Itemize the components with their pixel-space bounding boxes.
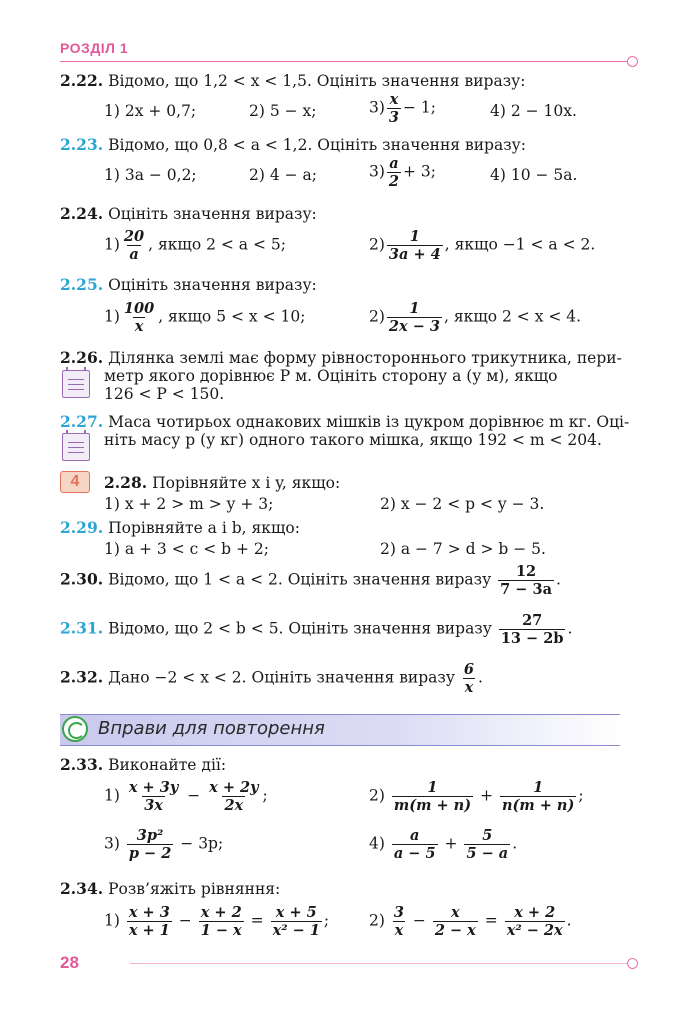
p224-option-2: 2) $\frac{1}{3a + 4}$ , якщо −1 < a < 2. (369, 228, 596, 263)
p223-option-3: 3) $\frac{a}{2}$ + 3; (369, 155, 437, 190)
p233-expr-1: 1) $\frac{x + 3y}{3x}$ − $\frac{x + 2y}{2x}$ ; (104, 779, 268, 814)
problem-2-32: 2.32. Дано −2 < x < 2. Оцініть значення виразу $\frac{6}{x}$ . (60, 661, 483, 696)
page-number: 28 (60, 953, 79, 972)
header-rule (60, 61, 628, 62)
problem-text: Оцініть значення виразу: (108, 276, 317, 294)
problem-text: Відомо, що 0,8 < a < 1,2. Оцініть значення виразу: (108, 136, 526, 154)
p226-line-2: метр якого дорівнює P м. Оцініть сторону a (у м), якщо (104, 367, 558, 385)
p223-option-2: 2) 4 − a; (249, 166, 318, 184)
problem-2-25: 2.25. Оцініть значення виразу: (60, 275, 317, 294)
problem-2-33: 2.33. Виконайте дії: (60, 755, 227, 774)
problem-2-34: 2.34. Розв’яжіть рівняння: (60, 879, 281, 898)
p222-option-4: 4) 2 − 10x. (490, 102, 577, 120)
problem-text: Оцініть значення виразу: (108, 205, 317, 223)
p225-option-1: 1) $\frac{100}{x}$ , якщо 5 < x < 10; (104, 300, 306, 335)
p228-option-2: 2) x − 2 < p < y − 3. (380, 495, 545, 513)
p222-option-3: 3) $\frac{x}{3}$ − 1; (369, 91, 437, 126)
problem-2-31: 2.31. Відомо, що 2 < b < 5. Оцініть значення виразу $\frac{27}{13 - 2b}$ . (60, 612, 573, 647)
problem-2-24: 2.24. Оцініть значення виразу: (60, 204, 317, 223)
footer-rule (130, 963, 628, 964)
p233-expr-2: 2) $\frac{1}{m(m + n)}$ + $\frac{1}{n(m + n)}$ ; (369, 779, 584, 814)
p233-expr-3: 3) $\frac{\text{3p²}}{p - 2}$ − 3p; (104, 827, 224, 862)
problem-2-28: 2.28. Порівняйте x і y, якщо: (104, 473, 341, 492)
problem-2-26: 2.26. Ділянка землі має форму рівностороннього трикутника, пери- (60, 348, 622, 367)
p223-option-1: 1) 3a − 0,2; (104, 166, 197, 184)
notebook-icon (62, 433, 90, 461)
p223-option-4: 4) 10 − 5a. (490, 166, 578, 184)
p229-option-2: 2) a − 7 > d > b − 5. (380, 540, 546, 558)
review-section-title: Вправи для повторення (98, 718, 325, 739)
p227-line-2: ніть масу p (у кг) одного такого мішка, якщо 192 < m < 204. (104, 431, 602, 449)
problem-2-23: 2.23. Відомо, що 0,8 < a < 1,2. Оцініть значення виразу: (60, 135, 526, 154)
p224-option-1: 1) $\frac{20}{a}$ , якщо 2 < a < 5; (104, 228, 286, 263)
p225-option-2: 2) $\frac{1}{2x - 3}$ , якщо 2 < x < 4. (369, 300, 582, 335)
p233-expr-4: 4) $\frac{a}{a - 5}$ + $\frac{5}{5 - a}$ . (369, 827, 518, 862)
notebook-icon (62, 370, 90, 398)
p234-equation-2: 2) $\frac{3}{x}$ − $\frac{x}{2 - x}$ = $\frac{x + 2}{\text{x² − 2x}}$ . (369, 904, 572, 939)
problem-2-22: 2.22. Відомо, що 1,2 < x < 1,5. Оцініть значення виразу: (60, 71, 526, 90)
p229-option-1: 1) a + 3 < c < b + 2; (104, 540, 269, 558)
p222-option-2: 2) 5 − x; (249, 102, 317, 120)
problem-2-30: 2.30. Відомо, що 1 < a < 2. Оцініть значення виразу $\frac{12}{7 - 3a}$ . (60, 563, 561, 598)
header-ring-icon (627, 56, 638, 67)
p234-equation-1: 1) $\frac{x + 3}{x + 1}$ − $\frac{x + 2}{1 - x}$ = $\frac{x + 5}{\text{x² − 1}}$ ; (104, 904, 330, 939)
problem-2-29: 2.29. Порівняйте a і b, якщо: (60, 518, 300, 537)
p228-option-1: 1) x + 2 > m > y + 3; (104, 495, 274, 513)
footer-ring-icon (627, 958, 638, 969)
problem-text: Відомо, що 1,2 < x < 1,5. Оцініть значення виразу: (108, 72, 526, 90)
problem-2-27: 2.27. Маса чотирьох однакових мішків із цукром дорівнює m кг. Оці- (60, 412, 630, 431)
review-cycle-icon (62, 716, 88, 742)
section-header: РОЗДІЛ 1 (60, 40, 129, 56)
p226-line-3: 126 < P < 150. (104, 385, 225, 403)
level-badge: 4 (60, 471, 90, 493)
p222-option-1: 1) 2x + 0,7; (104, 102, 197, 120)
